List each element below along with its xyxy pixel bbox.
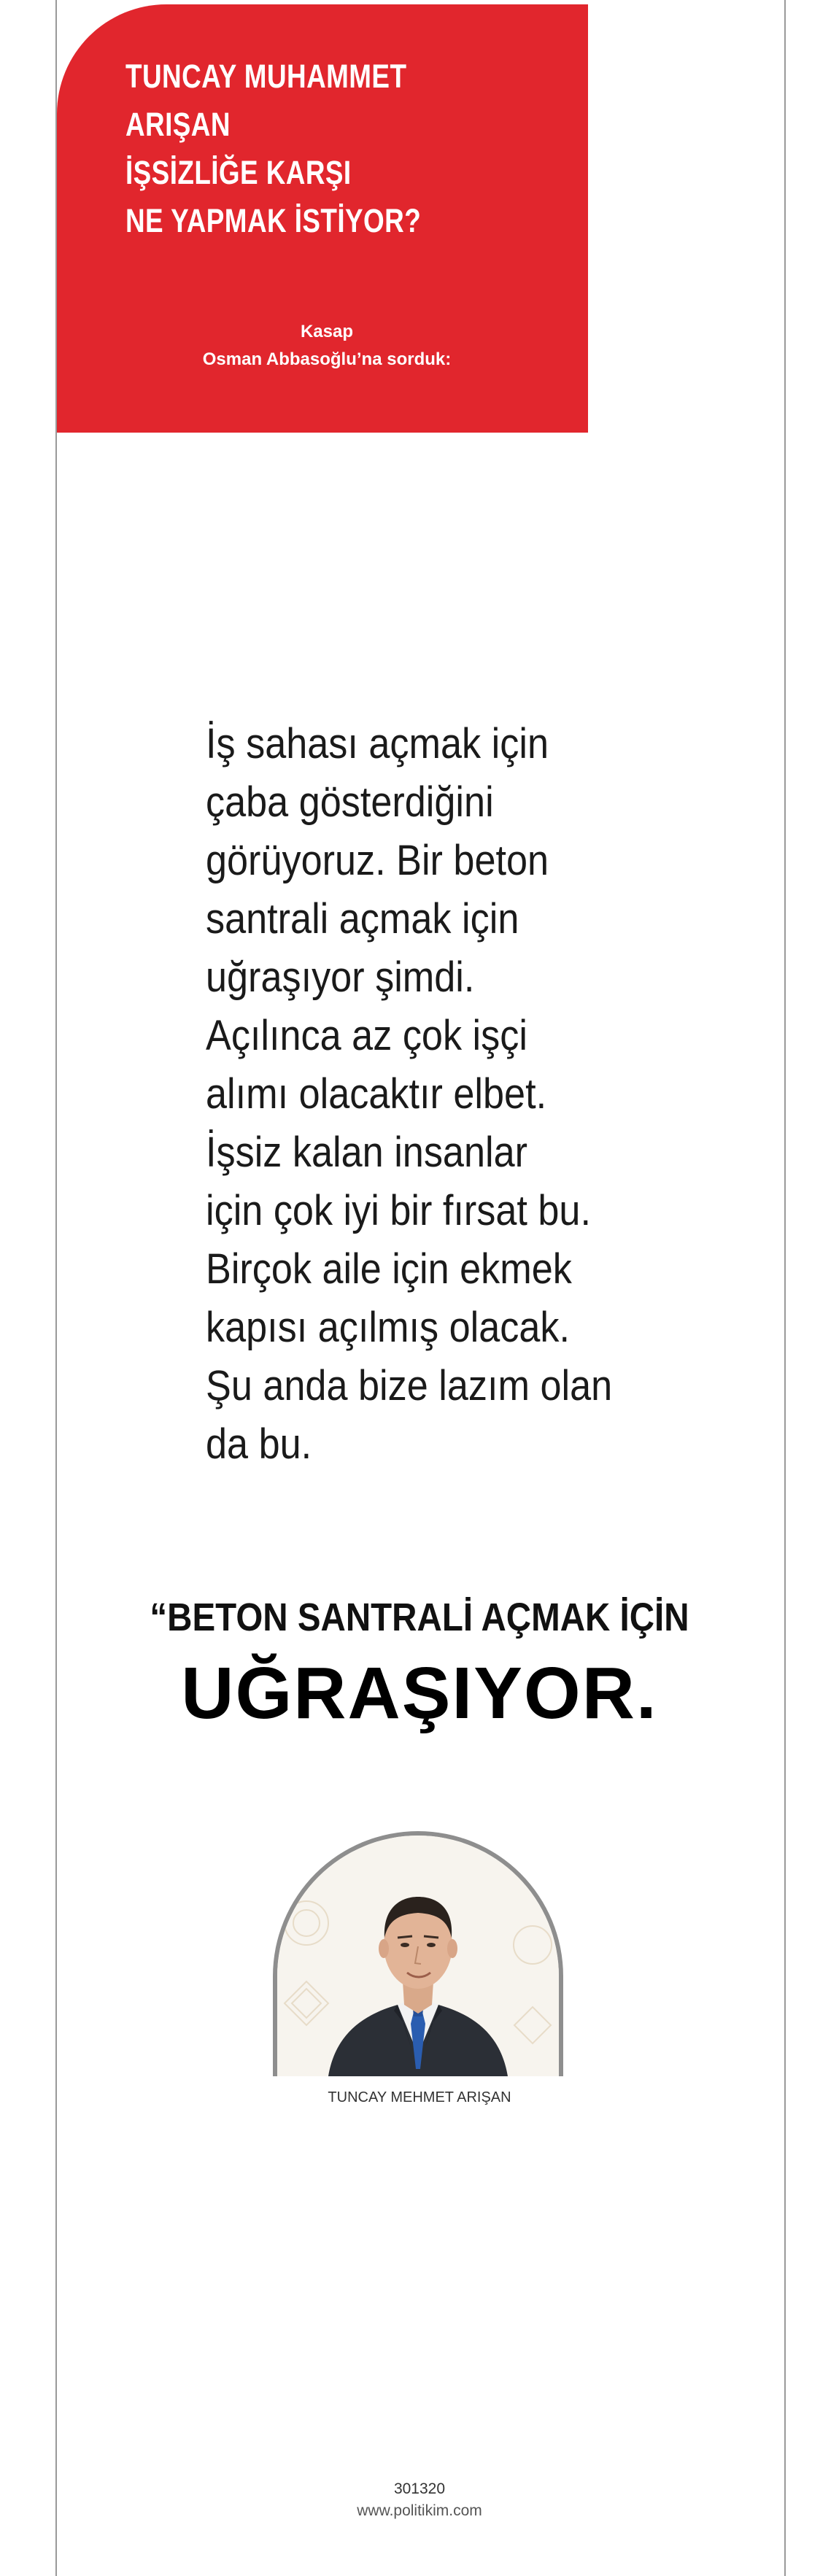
headline-line: ARIŞAN: [125, 106, 231, 143]
answer-line: Şu anda bize lazım olan: [206, 1362, 613, 1409]
answer-line: çaba gösterdiğini: [206, 778, 494, 826]
answer-line: görüyoruz. Bir beton: [206, 837, 549, 884]
headline: [125, 53, 449, 245]
answer-line: İş sahası açmak için: [206, 720, 549, 767]
pull-quote-line1: “BETON SANTRALİ AÇMAK İÇİN: [150, 1596, 689, 1639]
answer-line: alımı olacaktır elbet.: [206, 1070, 547, 1118]
interviewee-role: Kasap: [300, 322, 354, 341]
answer-line: Açılınca az çok işçi: [206, 1012, 527, 1059]
person-portrait-icon: [277, 1836, 559, 2076]
portrait-caption: TUNCAY MEHMET ARIŞAN: [328, 2089, 511, 2105]
interview-answer: [206, 715, 626, 1474]
answer-line: İşsiz kalan insanlar: [206, 1129, 527, 1176]
answer-line: için çok iyi bir fırsat bu.: [206, 1187, 591, 1234]
footer-code: 301320: [393, 2480, 446, 2497]
pull-quote-line2: UĞRAŞIYOR.: [181, 1652, 658, 1734]
answer-line: kapısı açılmış olacak.: [206, 1304, 570, 1351]
headline-line: İŞSİZLİĞE KARŞI: [125, 154, 352, 191]
footer-url: www.politikim.com: [357, 2502, 482, 2519]
answer-line: Birçok aile için ekmek: [206, 1245, 572, 1293]
answer-line: uğraşıyor şimdi.: [206, 954, 475, 1001]
headline-line: TUNCAY MUHAMMET: [125, 58, 407, 95]
answer-line: santrali açmak için: [206, 895, 519, 943]
interviewee-intro: [64, 318, 589, 374]
answer-line: da bu.: [206, 1420, 312, 1468]
interviewee-name: Osman Abbasoğlu’na sorduk:: [202, 349, 452, 369]
headline-line: NE YAPMAK İSTİYOR?: [125, 202, 422, 239]
